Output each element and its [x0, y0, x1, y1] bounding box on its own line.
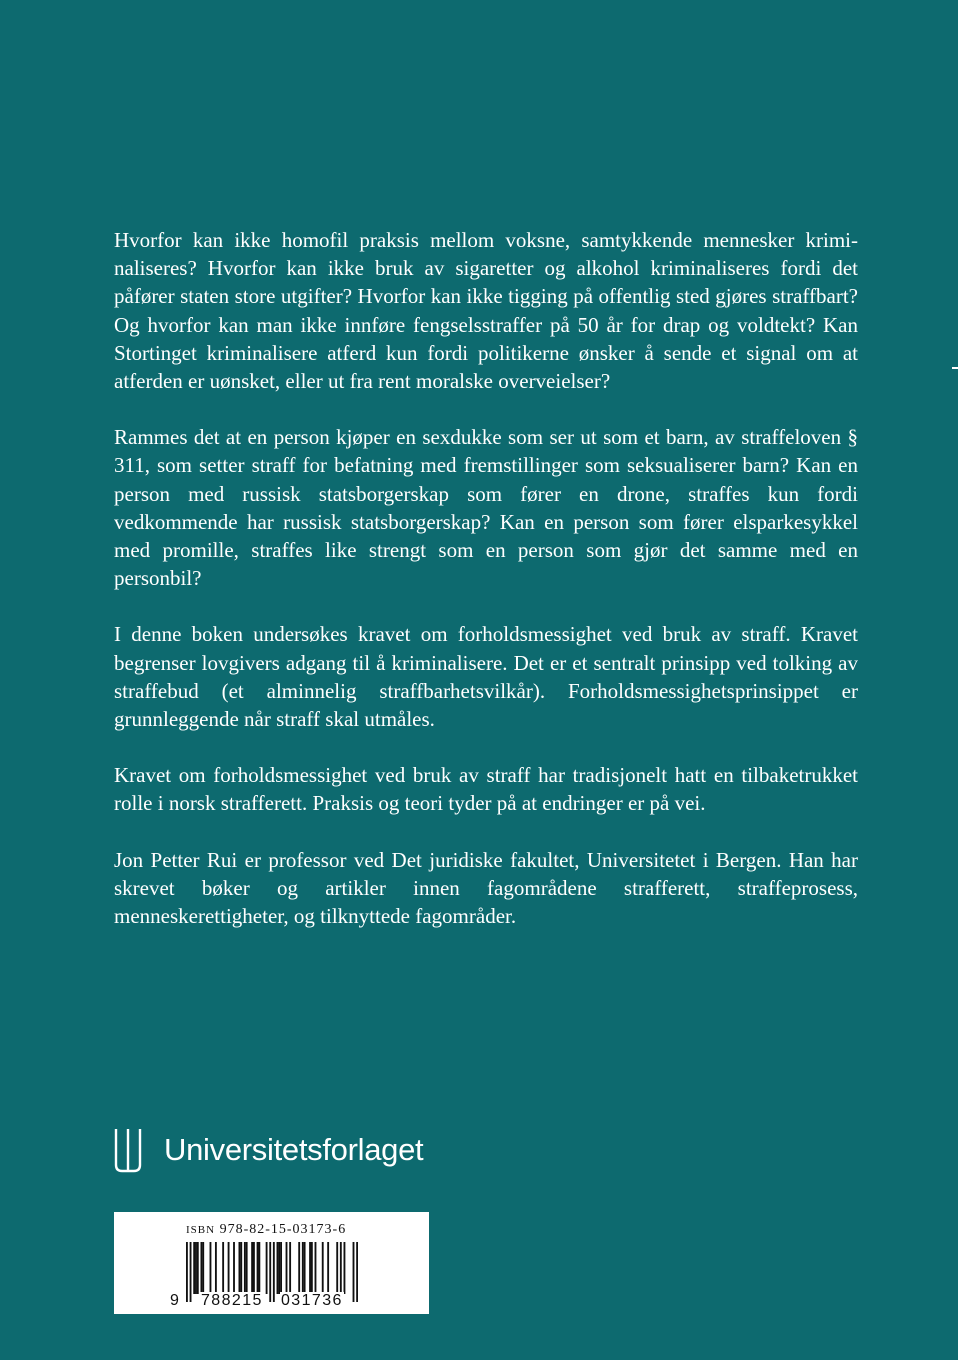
barcode-bar [253, 1242, 255, 1294]
barcode-bar [336, 1242, 338, 1294]
barcode-bar [269, 1242, 271, 1302]
barcode-bar [286, 1242, 288, 1294]
barcode-bar [240, 1242, 242, 1294]
barcode-bar [315, 1242, 317, 1294]
barcode-bar [277, 1242, 279, 1294]
blurb-paragraph-2: Rammes det at en person kjøper en sexdukke som ser ut som et barn, av straffeloven § 311, som setter straff for befatning med fremstillinger som seksualiserer barn? Kan en person med russisk statsborgerskap som fører en drone, straffes kun fordi vedkommende har russisk statsborgerskap? Kan en person som fører elsparkesykkel med promille, straffes like strengt som en person som gjør det samme med en personbil? [114, 425, 858, 591]
blurb-paragraph-3: I denne boken undersøkes kravet om forholdsmessighet ved bruk av straff. Kravet begrenser lovgivers adgang til å kriminalisere. Det er et sentralt prinsipp ved tolking av straffebud (et alminnelig straffbarhetsvilkår). Forholdsmessighetsprinsippet er grunnleggende når straff skal utmåles. [114, 622, 858, 732]
barcode-bar [200, 1242, 202, 1294]
barcode-bar [190, 1242, 192, 1302]
barcode-bar [244, 1242, 246, 1294]
barcode-bar [186, 1242, 188, 1302]
barcode-bar [356, 1242, 358, 1302]
barcode-bar [197, 1242, 199, 1294]
barcode-bar [353, 1242, 355, 1302]
barcode-bar [340, 1242, 342, 1294]
barcode-bar [239, 1242, 241, 1294]
barcode-bar [304, 1242, 306, 1294]
barcode-bar [202, 1242, 204, 1294]
barcode-bar [222, 1242, 224, 1294]
isbn-prefix: ISBN [186, 1224, 216, 1236]
barcode-bar [266, 1242, 268, 1294]
barcode-bar [258, 1242, 260, 1294]
barcode-bar [193, 1242, 195, 1294]
barcode-bar [251, 1242, 253, 1294]
isbn-number: 978-82-15-03173-6 [219, 1222, 347, 1237]
barcode-bar [311, 1242, 313, 1294]
blurb-paragraph-4: Kravet om forholdsmessighet ved bruk av straff har tradisjonelt hatt en tilbaketrukket rolle i norsk strafferett. Praksis og teori tyder på at endringer er på vei. [114, 763, 858, 816]
author-bio: Jon Petter Rui er professor ved Det juridiske fakultet, Universitetet i Bergen. Han har skrevet bøker og artikler innen fagområdene strafferett, straffeprosess, menneskerettigheter, og tilknyttede fagområder. [114, 847, 858, 929]
barcode-bar [273, 1242, 275, 1302]
barcode-bar [298, 1242, 300, 1294]
barcode-bar [195, 1242, 197, 1294]
barcode-bar [289, 1242, 291, 1294]
back-cover-blurb [114, 226, 858, 958]
barcode-bar [280, 1242, 282, 1294]
isbn-barcode-box [114, 1212, 429, 1314]
barcode-bar [233, 1242, 235, 1294]
spine-edge-mark [952, 367, 958, 369]
barcode-first-digit: 9 [170, 1292, 179, 1309]
barcode-left-digits: 788215 [201, 1292, 263, 1309]
universitetsforlaget-u-logo-icon [114, 1127, 142, 1173]
barcode-bar [278, 1242, 280, 1294]
barcode-bar [327, 1242, 329, 1294]
publisher-logo [114, 1126, 423, 1174]
blurb-paragraph-1: Hvorfor kan ikke homofil praksis mellom voksne, samtykkende mennesker kriminaliseres? Hvorfor kan ikke bruk av sigaretter og alkohol kriminaliseres fordi det påfører staten store utgifter? Hvorfor kan ikke tigging på offentlig sted gjøres straffbart? Og hvorfor kan man ikke innføre fengselsstraffer på 50 år for drap og voldtekt? Kan Stortinget kriminalisere atferd kun fordi politikerne ønsker å sende et signal om at atferden er uønsket, eller ut fra rent moralske overveielser? [114, 228, 858, 394]
barcode-bar [215, 1242, 217, 1294]
barcode-bar [228, 1242, 230, 1294]
barcode-bar [309, 1242, 311, 1294]
barcode-bar [257, 1242, 259, 1294]
barcode-bar [322, 1242, 324, 1294]
barcode-bar [344, 1242, 346, 1294]
isbn-label [186, 1222, 346, 1238]
publisher-name: Universitetsforlaget [164, 1132, 424, 1167]
barcode-bar [210, 1242, 212, 1294]
barcode-bar [246, 1242, 248, 1294]
barcode-right-digits: 031736 [281, 1292, 343, 1309]
barcode-bar [302, 1242, 304, 1294]
